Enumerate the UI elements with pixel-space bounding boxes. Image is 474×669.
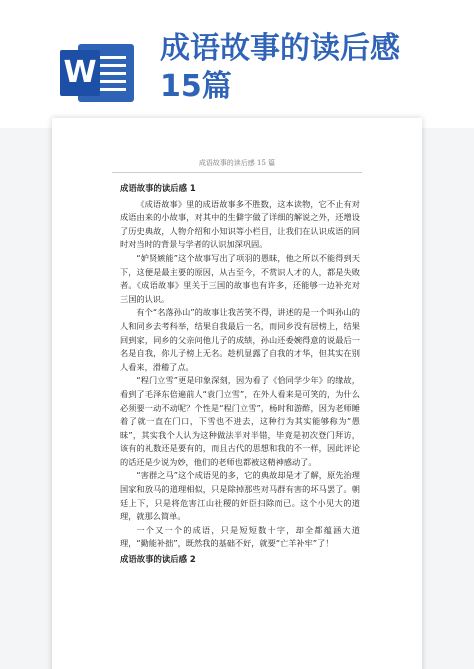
section-heading: 成语故事的读后感 2: [120, 554, 196, 565]
paragraph: 《成语故事》里的成语故事多不胜数，这本读物，它不止有对成语由来的小故事，对其中的生僻字做了详细的解说之外，还增设了历史典故，人物介绍和小知识等小栏目，让我们在认识成语的同时对当时的背景与学者的认识加深巩固。: [120, 198, 360, 250]
page-title-line-1: 成语故事的读后感: [160, 31, 400, 66]
paragraph: “害群之马”这个成语见的多，它的典故却是才了解，原先治理国家和放马的道理相似，只是除掉那些对马群有害的坏马罢了。朝廷上下，只是将危害江山社稷的奸臣扫除而已。这个小见大的道理，就那么简单。: [120, 470, 360, 522]
document-body: [120, 180, 360, 569]
word-icon-letter: W: [60, 50, 100, 96]
page-title-line-2: 15篇: [160, 69, 232, 104]
header-divider: [112, 172, 362, 173]
paragraph: “妒贤嫉能”这个故事写出了项羽的愚昧，他之所以不能得到天下，这便是最主要的原因，从古至今，不赏识人才的人，都是失败者。《成语故事》里关于三国的故事也有许多，还能够一边补充对三国的认识。: [120, 252, 360, 304]
paragraph: 一个又一个的成语，只是短短数十字，却全都蕴涵大道理，“勤能补拙”，既然我的基础不好，就要“亡羊补牢”了！: [120, 524, 360, 549]
preview-header: [0, 0, 474, 128]
paragraph: “程门立雪”更是印象深刻，因为看了《恰同学少年》的缘故，看到了毛泽东倍遍前人“袁门立雪”，在外人看来是可笑的，为什么必须要一动不动呢？个性是“程门立雪”，杨时和游酢，因为老师睡着了就一直在门口，下雪也不进去，这种行为其实能够称为“愚昧”，其实我个人认为这种做法半对半错，毕竟是初次登门拜访，该有的礼数还是要有的，而且古代的思想和我的不一样，因此评论的话还是少说为妙，他们的老师也都被这精神感动了。: [120, 375, 360, 467]
page-title: [160, 30, 460, 106]
word-icon: [60, 40, 136, 106]
paragraph: 有个“名落孙山”的故事让我苦笑不得，讲述的是一个叫孙山的人和同乡去考科举，结果自我最后一名，而同乡没有居榜上，结果回到家，同乡的父亲问他儿子的成绩，孙山还委婉得意的说最后一名是自我，你儿子榜上无名。趁机显露了自我的才华，但其实在别人看来，滑稽了点。: [120, 307, 360, 372]
section-heading: 成语故事的读后感 1: [120, 183, 196, 193]
document-page: [52, 118, 422, 669]
running-header: 成语故事的读后感 15 篇: [198, 159, 276, 167]
